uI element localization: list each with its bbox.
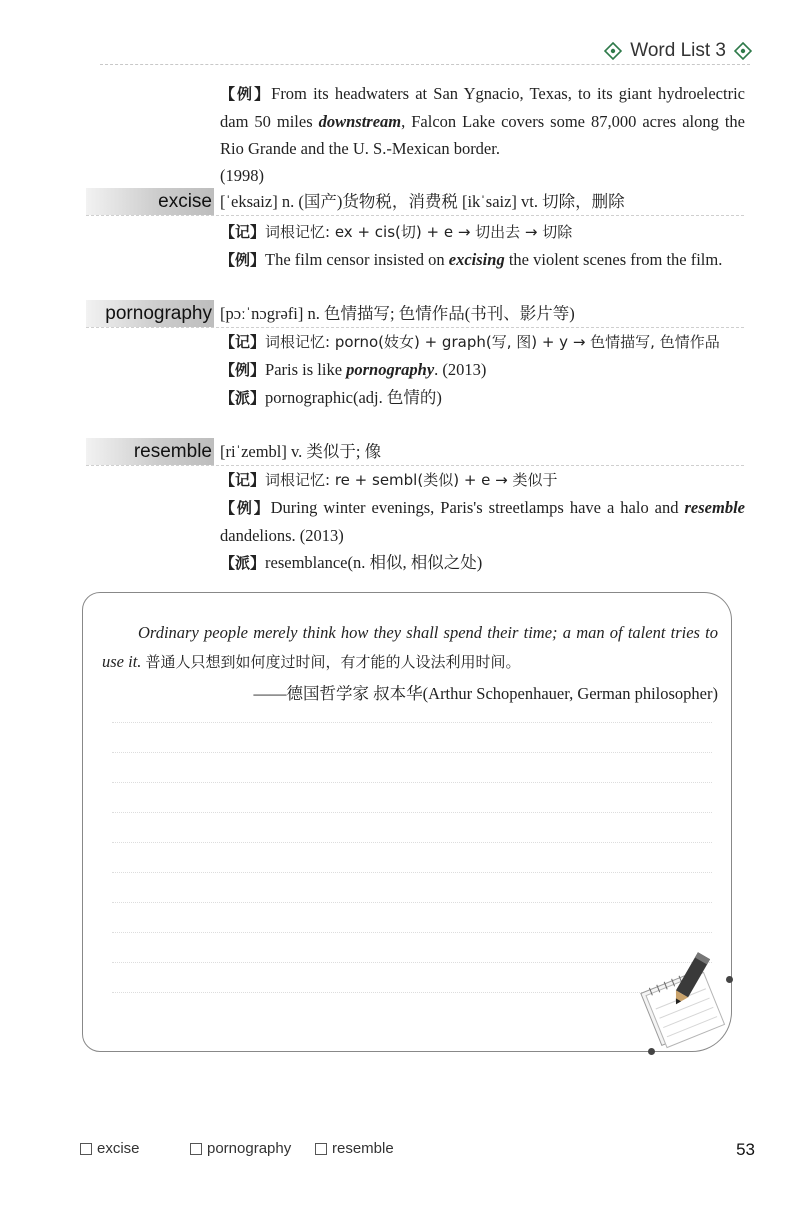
note-line — [112, 962, 712, 963]
definition-resemble: [riˈzembl] v. 类似于; 像 — [220, 442, 382, 461]
memory-text: 词根记忆: porno(妓女) + graph(写, 图) + y → 色情描写, 色情作品 — [265, 333, 720, 351]
note-line — [112, 842, 712, 843]
page-footer — [80, 1138, 755, 1162]
example-tag: 【例】 — [220, 361, 266, 379]
header-divider — [100, 64, 750, 65]
example-tag: 【例】 — [220, 85, 272, 103]
example-highlight: pornography — [346, 360, 435, 379]
running-header — [604, 36, 752, 66]
note-line — [112, 992, 712, 993]
example-text: Paris is like — [265, 360, 347, 379]
quote-attribution: ——德国哲学家 叔本华(Arthur Schopenhauer, German philosopher) — [253, 684, 718, 703]
example-tag: 【例】 — [220, 251, 266, 269]
entry-excise-body — [220, 218, 745, 274]
entry-excise-headrow — [86, 188, 744, 216]
entry-resemble-headrow — [86, 438, 744, 466]
headword-excise: excise — [86, 188, 214, 215]
memory-tag: 【记】 — [220, 333, 266, 351]
example-text: From its headwaters at San Ygnacio, Texas, to its giant hydroelectric dam 50 miles — [220, 84, 745, 131]
checkbox-icon — [190, 1143, 202, 1155]
derived-tag: 【派】 — [220, 389, 266, 407]
derived-text: pornographic(adj. 色情的) — [265, 388, 442, 407]
checklist-item-excise[interactable] — [80, 1140, 140, 1157]
memory-text: 词根记忆: ex + cis(切) + e → 切出去 → 切除 — [265, 223, 573, 241]
derived-tag: 【派】 — [220, 554, 266, 572]
example-text-end: the violent scenes from the film. — [504, 250, 723, 269]
page-number: 53 — [736, 1140, 755, 1159]
note-line — [112, 752, 712, 753]
example-text: During winter evenings, Paris's streetlamps have a halo and — [270, 498, 685, 517]
entry-resemble-body — [220, 466, 745, 577]
memory-tag: 【记】 — [220, 471, 266, 489]
note-line — [112, 872, 712, 873]
headword-resemble: resemble — [86, 438, 214, 465]
quote-chinese: 普通人只想到如何度过时间，有才能的人设法利用时间。 — [145, 653, 521, 671]
entry-pornography-body — [220, 328, 745, 412]
memory-text: 词根记忆: re + sembl(类似) + e → 类似于 — [265, 471, 558, 489]
example-highlight: excising — [448, 250, 505, 269]
example-text-end: . (2013) — [434, 360, 487, 379]
diamond-ornament-icon — [604, 42, 622, 60]
example-highlight: downstream — [318, 112, 402, 131]
checklist-label: resemble — [332, 1140, 394, 1157]
checklist-label: excise — [97, 1140, 140, 1157]
checkbox-icon — [315, 1143, 327, 1155]
prev-example — [220, 80, 745, 189]
entry-pornography-headrow — [86, 300, 744, 328]
definition-excise: [ˈeksaiz] n. (国产)货物税，消费税 [ikˈsaiz] vt. 切除，删除 — [220, 192, 625, 211]
pencil-notepad-icon — [628, 940, 728, 1050]
note-line — [112, 782, 712, 783]
example-highlight: resemble — [684, 498, 745, 517]
note-line — [112, 902, 712, 903]
checklist-item-pornography[interactable] — [190, 1140, 291, 1157]
example-text: The film censor insisted on — [265, 250, 449, 269]
example-text-end: , Falcon Lake covers some 87,000 acres along the Rio Grande and the U. S.-Mexican border. — [220, 112, 745, 158]
headword-pornography: pornography — [86, 300, 214, 327]
definition-pornography: [pɔːˈnɔgrəfi] n. 色情描写; 色情作品(书刊、影片等) — [220, 304, 575, 323]
note-line — [112, 812, 712, 813]
checkbox-icon — [80, 1143, 92, 1155]
derived-text: resemblance(n. 相似, 相似之处) — [265, 553, 483, 572]
quote-english: Ordinary people merely think how they shall spend their time; a man of talent tries to use it. — [102, 623, 718, 671]
example-text-end: dandelions. (2013) — [220, 526, 344, 545]
checklist-label: pornography — [207, 1140, 292, 1157]
checklist-item-resemble[interactable] — [315, 1140, 394, 1157]
example-year: (1998) — [220, 166, 264, 185]
example-tag: 【例】 — [220, 499, 271, 517]
note-line — [112, 932, 712, 933]
memory-tag: 【记】 — [220, 223, 266, 241]
section-title: Word List 3 — [630, 40, 726, 61]
note-line — [112, 722, 712, 723]
quote-text — [102, 618, 718, 708]
diamond-ornament-icon — [734, 42, 752, 60]
